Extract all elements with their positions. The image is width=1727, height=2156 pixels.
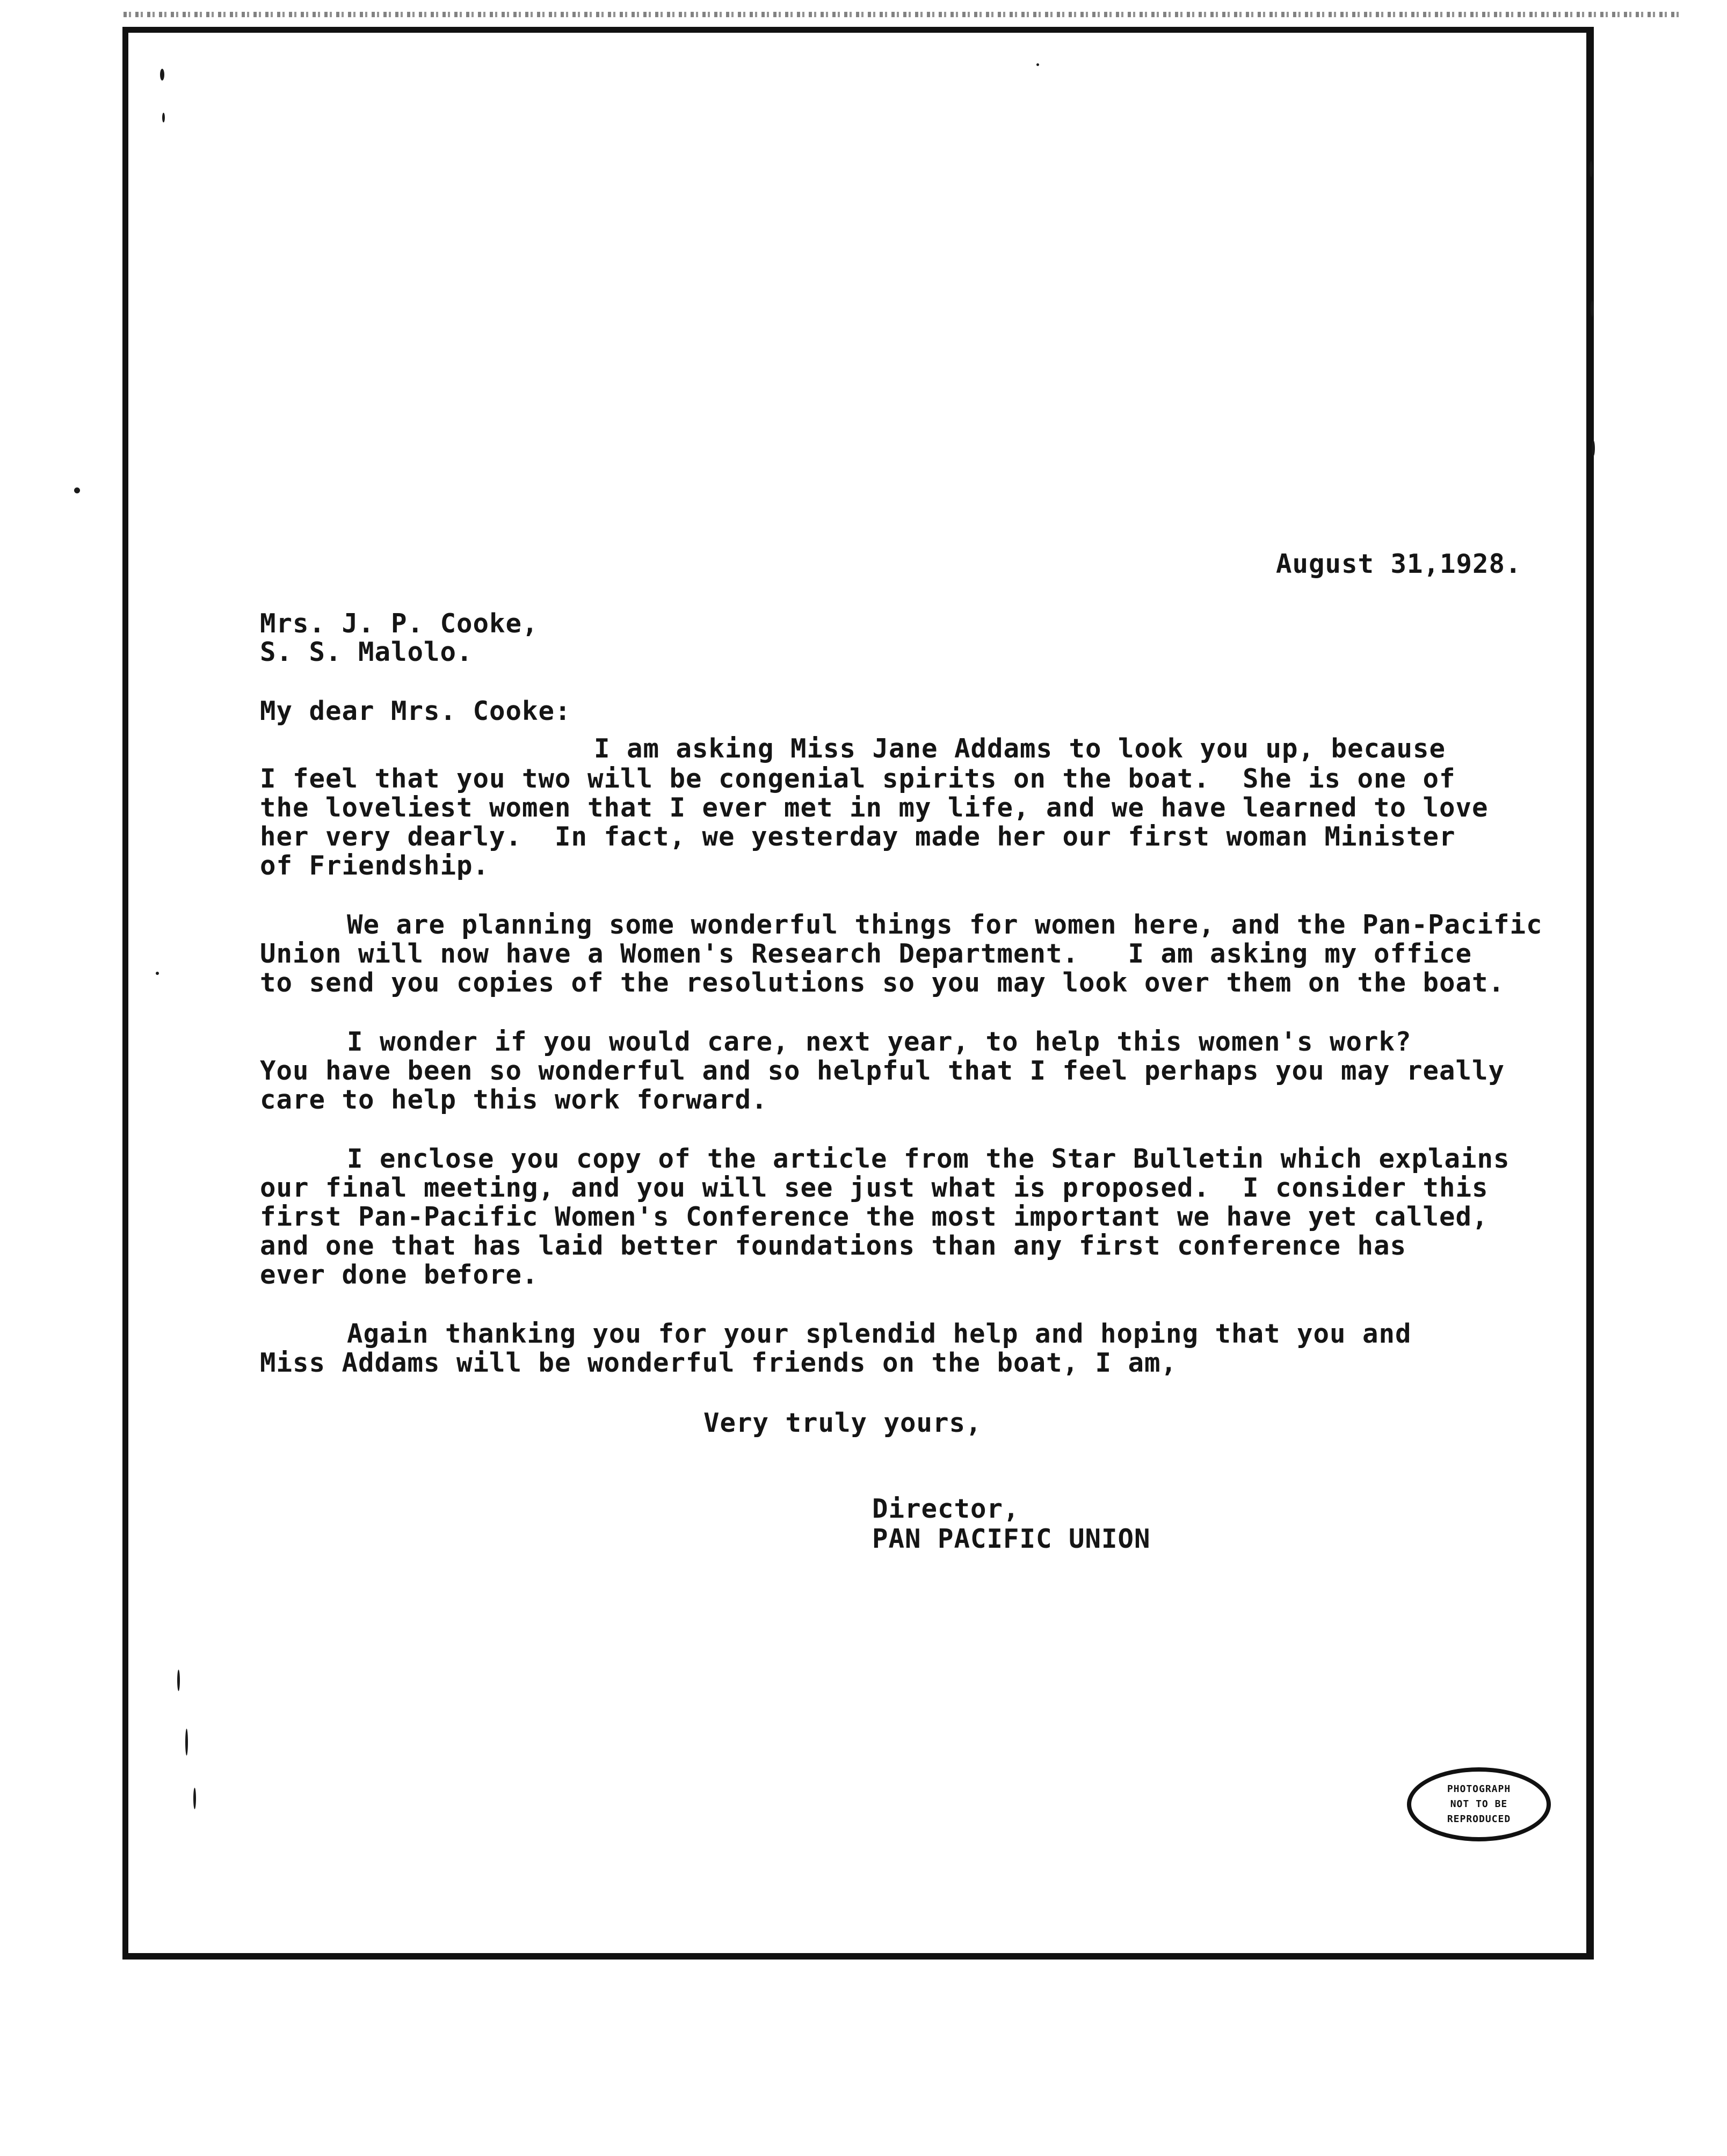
paragraph-line: and one that has laid better foundations than any first conference has: [260, 1230, 1407, 1261]
letter-date: August 31,1928.: [1276, 549, 1522, 579]
paragraph-line: of Friendship.: [260, 850, 490, 881]
paragraph-line: ever done before.: [260, 1259, 539, 1290]
signature-title: Director,: [872, 1494, 1020, 1524]
paragraph-line: I feel that you two will be congenial spirits on the boat. She is one of: [260, 763, 1456, 794]
stamp-line: REPRODUCED: [1447, 1813, 1511, 1825]
photocopy-speck: [162, 113, 165, 122]
photocopy-speck: [1591, 301, 1594, 317]
paragraph-line: Union will now have a Women's Research Department. I am asking my office: [260, 938, 1472, 969]
paragraph-line: to send you copies of the resolutions so you may look over them on the boat.: [260, 967, 1505, 998]
paragraph-line: first Pan-Pacific Women's Conference the most important we have yet called,: [260, 1201, 1489, 1232]
photocopy-speck: [156, 972, 159, 975]
photocopy-top-edge: [124, 12, 1681, 17]
recipient-location: S. S. Malolo.: [260, 637, 473, 667]
signature-organization: PAN PACIFIC UNION: [872, 1524, 1151, 1554]
paragraph-line: We are planning some wonderful things for women here, and the Pan-Pacific: [347, 909, 1543, 940]
archival-stamp: [1407, 1767, 1551, 1841]
paragraph-line: her very dearly. In fact, we yesterday made her our first woman Minister: [260, 821, 1456, 852]
photocopy-speck: [74, 487, 80, 493]
paragraph-line: Miss Addams will be wonderful friends on the boat, I am,: [260, 1348, 1178, 1378]
paragraph-line: I enclose you copy of the article from the Star Bulletin which explains: [347, 1143, 1510, 1174]
stamp-line: PHOTOGRAPH: [1447, 1783, 1511, 1795]
photocopy-speck: [1590, 161, 1593, 177]
paragraph-line: You have been so wonderful and so helpful that I feel perhaps you may really: [260, 1055, 1505, 1086]
photocopy-speck: [177, 1670, 180, 1691]
stamp-line: NOT TO BE: [1450, 1798, 1508, 1810]
closing: Very truly yours,: [703, 1408, 982, 1438]
recipient-name: Mrs. J. P. Cooke,: [260, 608, 539, 639]
salutation: My dear Mrs. Cooke:: [260, 696, 571, 726]
paragraph-line: I wonder if you would care, next year, to help this women's work?: [347, 1026, 1412, 1057]
photocopy-speck: [1592, 440, 1595, 456]
photocopy-speck: [185, 1729, 188, 1756]
paragraph-line: I am asking Miss Jane Addams to look you up, because: [594, 733, 1446, 764]
photocopy-speck: [193, 1788, 196, 1809]
paragraph-line: Again thanking you for your splendid help and hoping that you and: [347, 1319, 1412, 1349]
photocopy-speck: [160, 69, 164, 81]
paragraph-line: our final meeting, and you will see just what is proposed. I consider this: [260, 1172, 1489, 1203]
photocopy-speck: [1036, 63, 1039, 66]
paragraph-line: care to help this work forward.: [260, 1084, 768, 1115]
paragraph-line: the loveliest women that I ever met in my life, and we have learned to love: [260, 792, 1489, 823]
